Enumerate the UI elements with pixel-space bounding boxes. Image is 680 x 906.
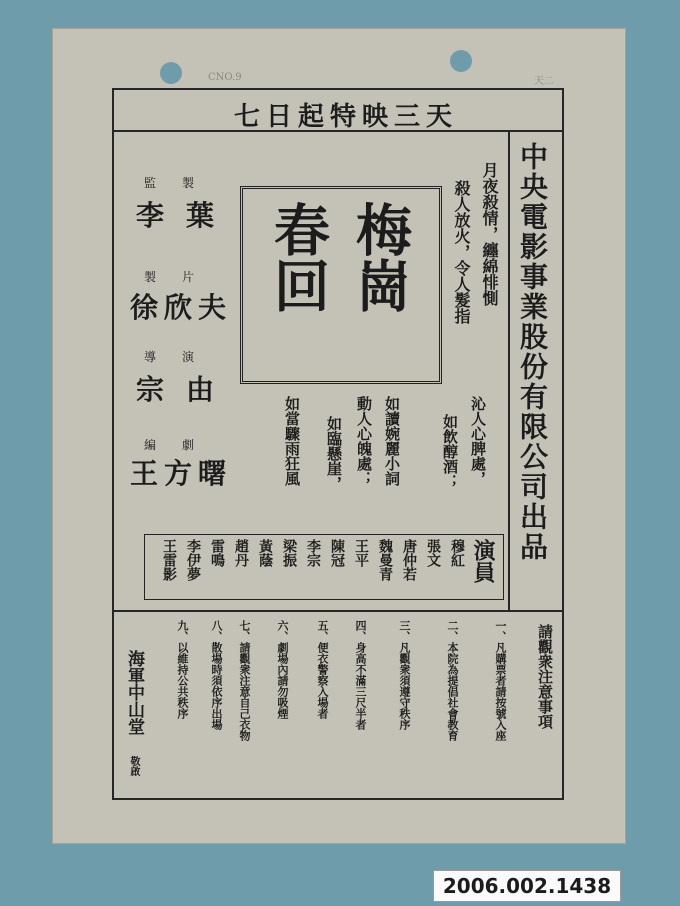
film-title-line-1: 梅崗 — [347, 201, 413, 313]
tagline-line-1: 月夜殺情，纏綿悱惻 — [480, 162, 499, 306]
notice-signature-suffix: 敬啟 — [128, 756, 139, 776]
notice-item-4: 四、身高不滿三尺半者 — [354, 620, 367, 730]
top-strip — [112, 72, 560, 88]
film-title-box — [240, 186, 442, 384]
description-5: 如臨懸崖， — [325, 416, 343, 491]
producer-name: 中央電影事業股份有限公司出品 — [516, 142, 549, 562]
credit-name-1: 李葉 — [136, 199, 237, 232]
cast-box — [144, 534, 504, 600]
credit-name-3: 宗由 — [136, 373, 237, 406]
cast-name-11: 雷鳴 — [209, 539, 225, 567]
credit-role-4: 編劇 — [144, 438, 221, 452]
cast-name-8: 梁振 — [281, 539, 297, 567]
credit-name-4: 王方曙 — [130, 457, 233, 490]
punch-hole-right — [450, 50, 472, 72]
cast-name-10: 趙丹 — [233, 539, 249, 567]
cast-name-5: 王平 — [353, 539, 369, 567]
cast-name-7: 李宗 — [305, 539, 321, 567]
accession-number-label: 2006.002.1438 — [433, 870, 621, 902]
cast-name-12: 李伊夢 — [185, 539, 201, 581]
cast-label: 演員 — [470, 539, 496, 583]
notice-divider — [114, 610, 562, 612]
cast-name-6: 陳冠 — [329, 539, 345, 567]
cast-name-3: 唐仲若 — [401, 539, 417, 581]
cast-name-4: 魏曼青 — [377, 539, 393, 581]
notice-item-1: 一、凡購票者請按號入座 — [494, 620, 507, 741]
description-3: 如讀婉麗小詞 — [383, 396, 401, 486]
description-1: 沁人心脾處， — [469, 396, 487, 486]
credit-role-1: 監製 — [144, 176, 221, 190]
notice-title: 請觀衆注意事項 — [536, 624, 554, 729]
notice-item-5: 五、便衣警察入場者 — [316, 620, 329, 719]
description-6: 如當驟雨狂風 — [283, 396, 301, 486]
credit-name-2: 徐欣夫 — [130, 291, 233, 324]
notice-item-6: 六、劇場內請勿吸煙 — [276, 620, 289, 719]
description-4: 動人心魄處； — [355, 396, 373, 486]
screening-header — [114, 90, 562, 132]
cast-name-2: 張文 — [425, 539, 441, 567]
screening-title: 七日起特映三天 — [234, 102, 459, 132]
notice-item-7: 七、請觀衆注意自己衣物 — [238, 620, 251, 741]
producer-divider — [508, 130, 510, 610]
cast-name-9: 黃蔭 — [257, 539, 273, 567]
notice-item-3: 三、凡觀衆須遵守秩序 — [398, 620, 411, 730]
main-frame — [112, 88, 564, 800]
notice-item-9: 九、以維持公共秩序 — [176, 620, 189, 719]
top-right-mark: 天二 — [534, 76, 554, 87]
description-2: 如飲醇酒； — [441, 414, 459, 489]
notice-item-8: 八、散場時須依序出場 — [210, 620, 223, 730]
notice-signature: 海軍中山堂 — [124, 650, 144, 735]
notice-item-2: 二、本院為提倡社會教育 — [446, 620, 459, 741]
tagline-line-2: 殺人放火，令人髮指 — [452, 180, 471, 324]
credit-role-2: 製片 — [144, 270, 221, 284]
cast-name-13: 王雷影 — [161, 539, 177, 581]
top-left-code: CNO.9 — [208, 72, 242, 83]
credit-role-3: 導演 — [144, 350, 221, 364]
film-title-line-2: 春回 — [265, 201, 331, 313]
cast-name-1: 穆紅 — [449, 539, 465, 567]
